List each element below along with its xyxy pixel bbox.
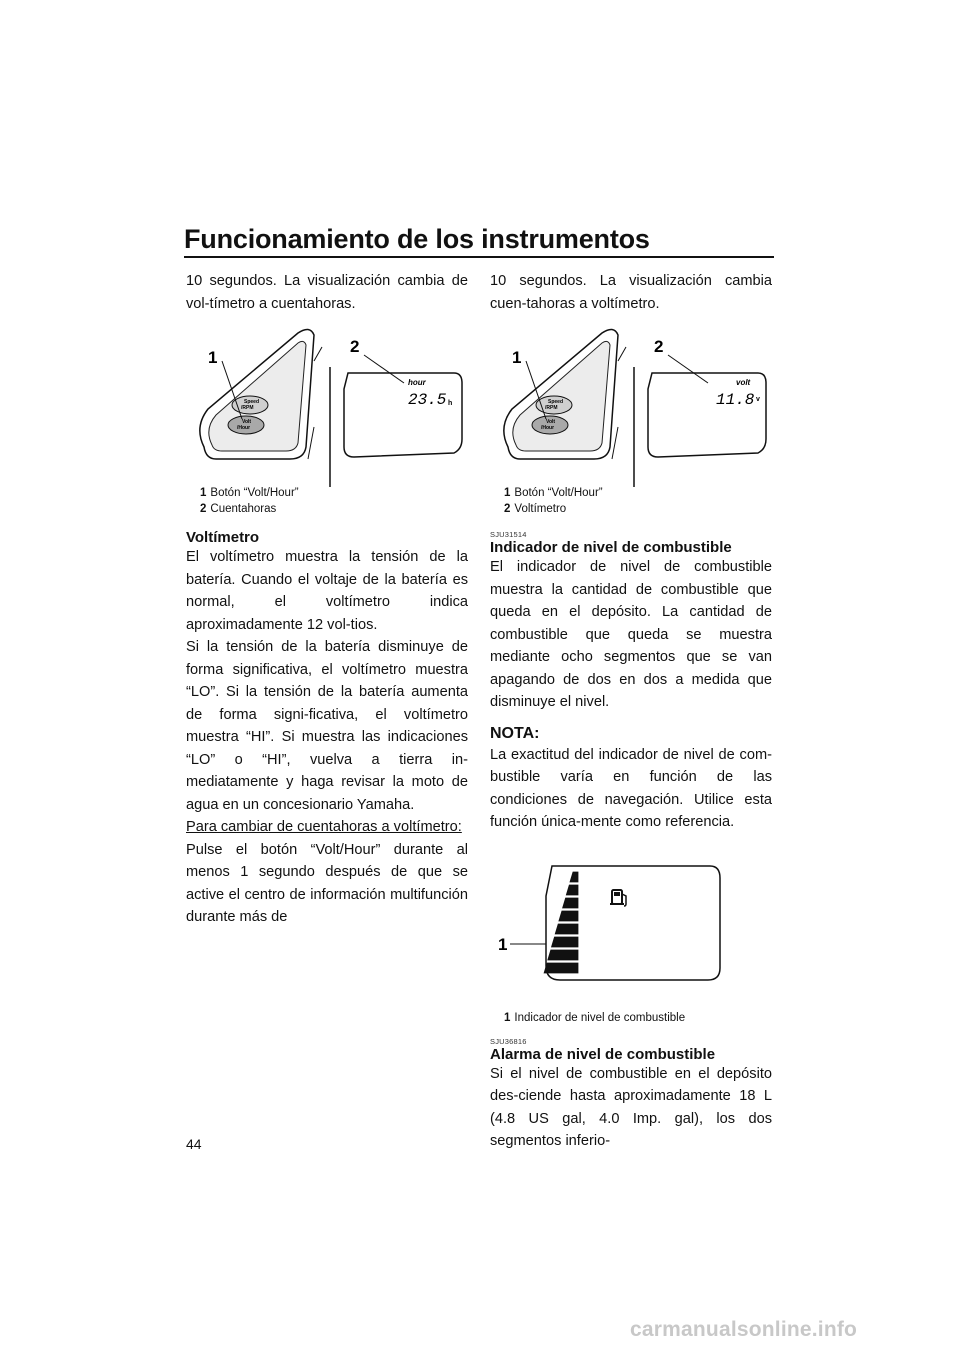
switch-subheading: Para cambiar de cuentahoras a voltímetro: — [186, 819, 462, 835]
right-column — [490, 270, 772, 1153]
page-title: Funcionamiento de los instrumentos — [184, 224, 650, 254]
fuel-segment — [544, 963, 578, 973]
caption-line: 2 Voltímetro — [504, 503, 567, 515]
hour-meter-illustration — [186, 327, 468, 487]
display-unit-label: volt — [736, 378, 751, 387]
callout-1: 1 — [208, 348, 218, 367]
svg-text:/Hour: /Hour — [237, 425, 251, 431]
figure-caption — [186, 485, 468, 517]
fuel-segment — [548, 950, 578, 960]
svg-text:Volt: Volt — [546, 419, 556, 425]
callout-2: 2 — [350, 337, 360, 356]
callout-1: 1 — [512, 348, 522, 367]
svg-text:/RPM: /RPM — [241, 405, 254, 411]
callout-1: 1 — [498, 934, 508, 954]
fuel-gauge-heading: Indicador de nivel de combustible — [490, 539, 732, 556]
fuel-alarm-heading: Alarma de nivel de combustible — [490, 1045, 716, 1063]
page-number: 44 — [186, 1136, 202, 1152]
fuel-segment — [563, 898, 578, 908]
right-intro-text: 10 segundos. La visualización cambia cuen-tahoras a voltímetro. — [490, 273, 772, 312]
note-paragraph: La exactitud del indicador de nivel de com-bustible varía en función de las condiciones de navegación. Utilice esta función única-mente como referencia. — [490, 746, 772, 830]
display-suffix: v — [756, 396, 760, 403]
callout-2: 2 — [654, 337, 664, 356]
svg-text:Speed: Speed — [244, 399, 260, 405]
switch-paragraph: Pulse el botón “Volt/Hour” durante al menos 1 segundo después de que se active el centro de información multifunción durante más de — [186, 841, 468, 925]
voltmeter-paragraph-1: El voltímetro muestra la tensión de la batería. Cuando el voltaje de la batería es normal, el voltímetro indica aproximadamente 12 vol-tios. — [186, 549, 468, 633]
title-divider — [184, 256, 774, 258]
note-heading: NOTA: — [490, 724, 540, 742]
caption-line: 1 Botón “Volt/Hour” — [200, 487, 299, 499]
fuel-segment — [552, 937, 579, 947]
figure-caption — [490, 485, 772, 517]
svg-text:/RPM: /RPM — [545, 405, 558, 411]
display-value: 11.8 — [716, 391, 755, 409]
left-column — [186, 270, 468, 929]
display-suffix: h — [448, 400, 453, 407]
display-value: 23.5 — [408, 391, 447, 409]
voltmeter-figure — [490, 327, 772, 517]
display-unit-label: hour — [408, 378, 426, 387]
caption-line: 2 Cuentahoras — [200, 503, 277, 515]
hour-meter-figure — [186, 327, 468, 517]
fuel-alarm-paragraph: Si el nivel de combustible en el depósito des-ciende hasta aproximadamente 18 L (4.8 US gal, 4.0 Imp. gal), los dos segmentos inferio- — [490, 1065, 772, 1149]
fuel-gauge-paragraph: El indicador de nivel de combustible muestra la cantidad de combustible que queda en el depósito. La cantidad de combustible que queda se muestra mediante ocho segmentos que se van apagando de dos en dos a medida que disminuye el nivel. — [490, 559, 772, 710]
section-code: SJU36816 — [490, 1036, 527, 1046]
fuel-gauge-figure — [490, 856, 772, 1026]
voltmeter-heading: Voltímetro — [186, 529, 260, 546]
fuel-segment — [555, 924, 578, 934]
svg-text:/Hour: /Hour — [541, 425, 555, 431]
caption-line: 1 Indicador de nivel de combustible — [504, 1011, 686, 1024]
fuel-gauge-illustration — [490, 856, 772, 1006]
voltmeter-paragraph-2: Si la tensión de la batería disminuye de forma significativa, el voltímetro muestra “LO”. Si la tensión de la batería aumenta de forma signi-ficativa, el voltímetro muestra “HI”. Si muestra las indicaciones “LO” o “HI”, vuelva a tierra in-mediatamente y haga revisar la moto de agua en un concesionario Yamaha. — [186, 639, 468, 813]
figure-caption — [490, 1010, 772, 1026]
section-code: SJU31514 — [490, 530, 527, 539]
left-intro-text: 10 segundos. La visualización cambia de vol-tímetro a cuentahoras. — [186, 273, 468, 312]
watermark: carmanualsonline.info — [630, 1318, 858, 1341]
voltmeter-illustration — [490, 327, 772, 487]
svg-text:Speed: Speed — [548, 399, 564, 405]
svg-text:Volt: Volt — [242, 419, 252, 425]
fuel-segment — [559, 911, 578, 921]
caption-line: 1 Botón “Volt/Hour” — [504, 487, 603, 499]
